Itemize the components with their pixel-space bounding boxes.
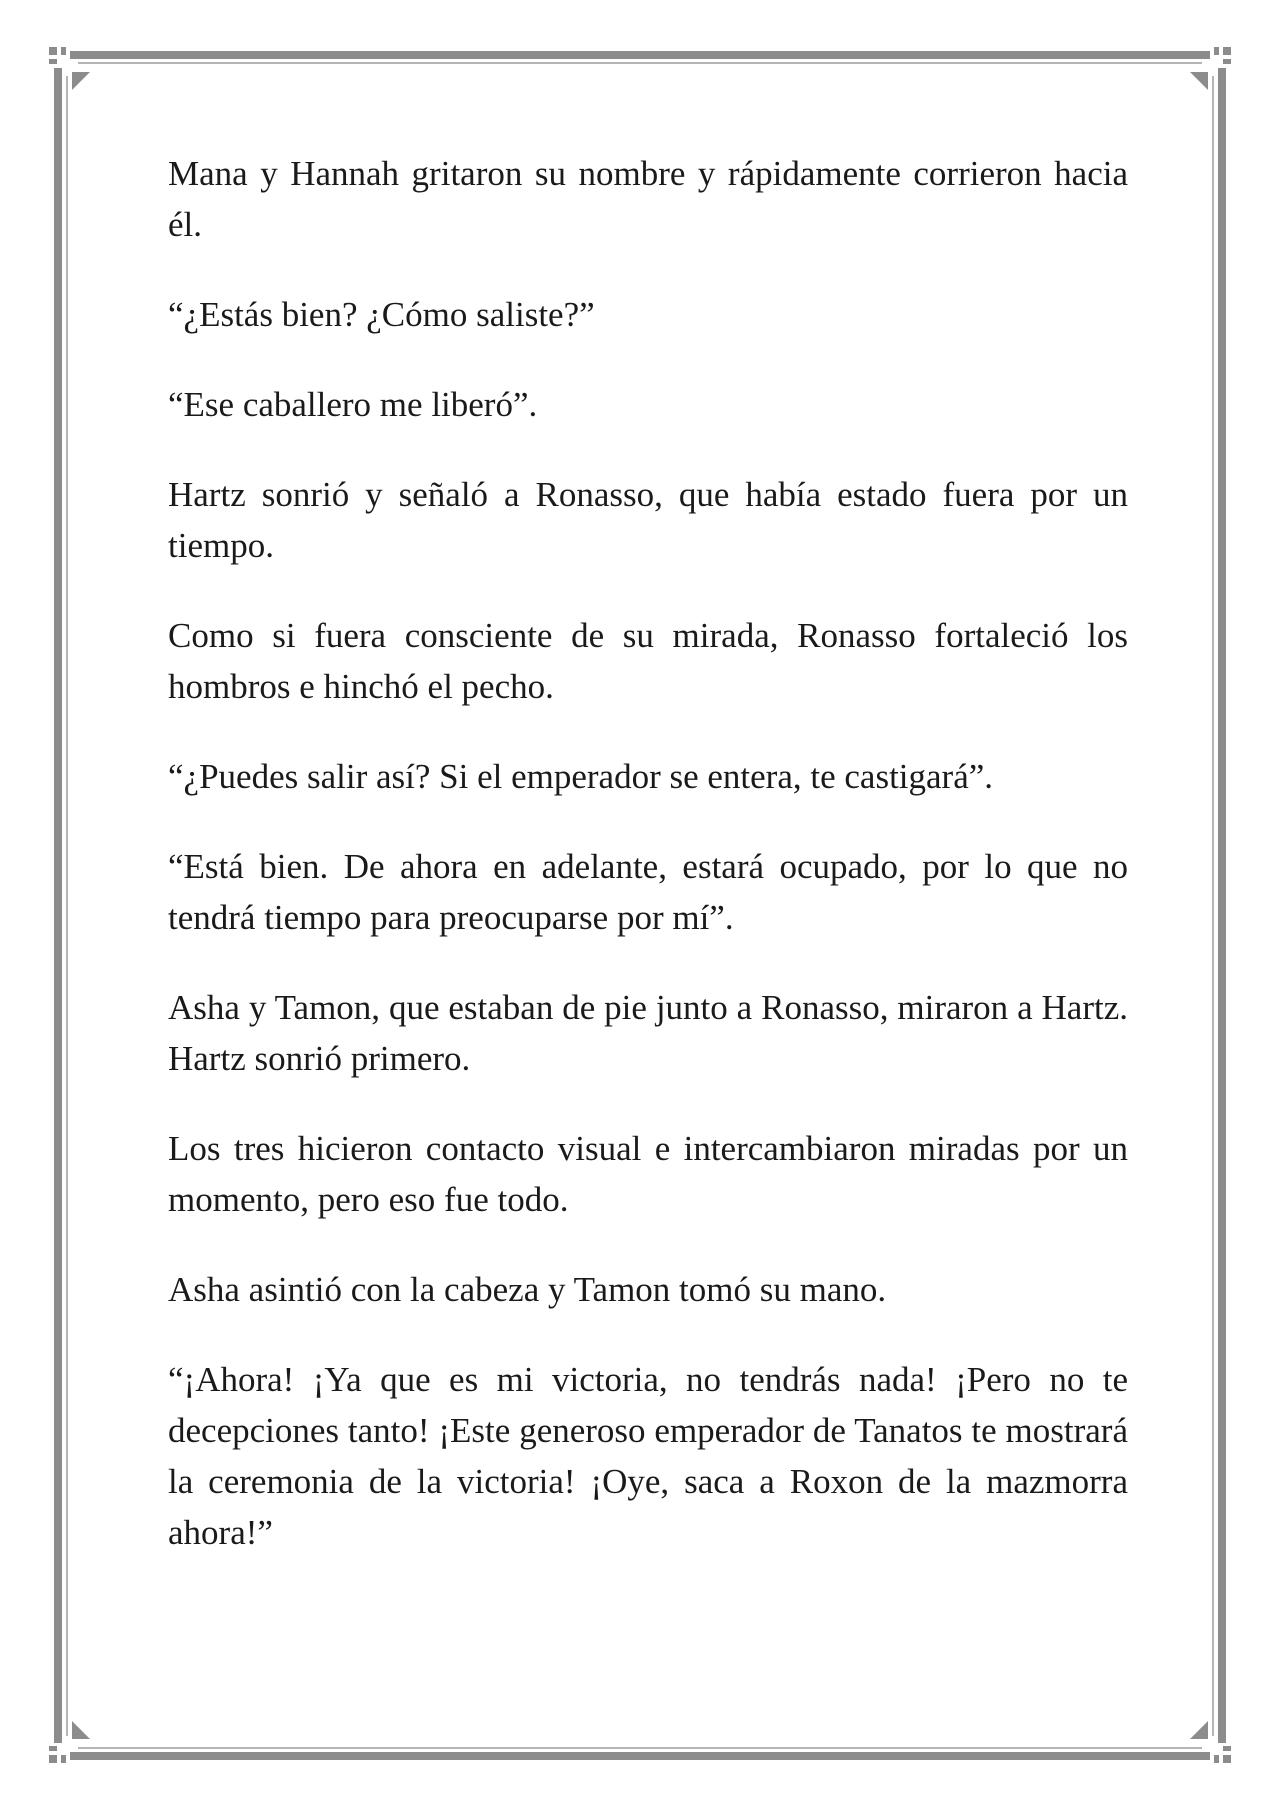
paragraph: “Ese caballero me liberó”. — [168, 385, 538, 424]
paragraph: Los tres hicieron contacto visual e intercambiaron miradas por un momento, pero eso fue todo. — [168, 1129, 1128, 1219]
paragraph: Como si fuera consciente de su mirada, Ronasso fortaleció los hombros e hinchó el pecho. — [168, 616, 1128, 706]
paragraph: “¡Ahora! ¡Ya que es mi victoria, no tendrás nada! ¡Pero no te decepciones tanto! ¡Este generoso emperador de Tanatos te mostrará la ceremonia de la victoria! ¡Oye, saca a Roxon de la mazmorra ahora!” — [168, 1360, 1128, 1552]
paragraph: Asha asintió con la cabeza y Tamon tomó su mano. — [168, 1270, 887, 1309]
paragraph: Hartz sonrió y señaló a Ronasso, que había estado fuera por un tiempo. — [168, 475, 1128, 565]
paragraph: Mana y Hannah gritaron su nombre y rápidamente corrieron hacia él. — [168, 154, 1128, 244]
paragraph: “Está bien. De ahora en adelante, estará ocupado, por lo que no tendrá tiempo para preocuparse por mí”. — [168, 847, 1128, 937]
paragraph: “¿Puedes salir así? Si el emperador se entera, te castigará”. — [168, 757, 994, 796]
paragraph: “¿Estás bien? ¿Cómo saliste?” — [168, 295, 595, 334]
chapter-body-text — [168, 148, 1128, 1597]
paragraph: Asha y Tamon, que estaban de pie junto a Ronasso, miraron a Hartz. Hartz sonrió primero. — [168, 988, 1128, 1078]
